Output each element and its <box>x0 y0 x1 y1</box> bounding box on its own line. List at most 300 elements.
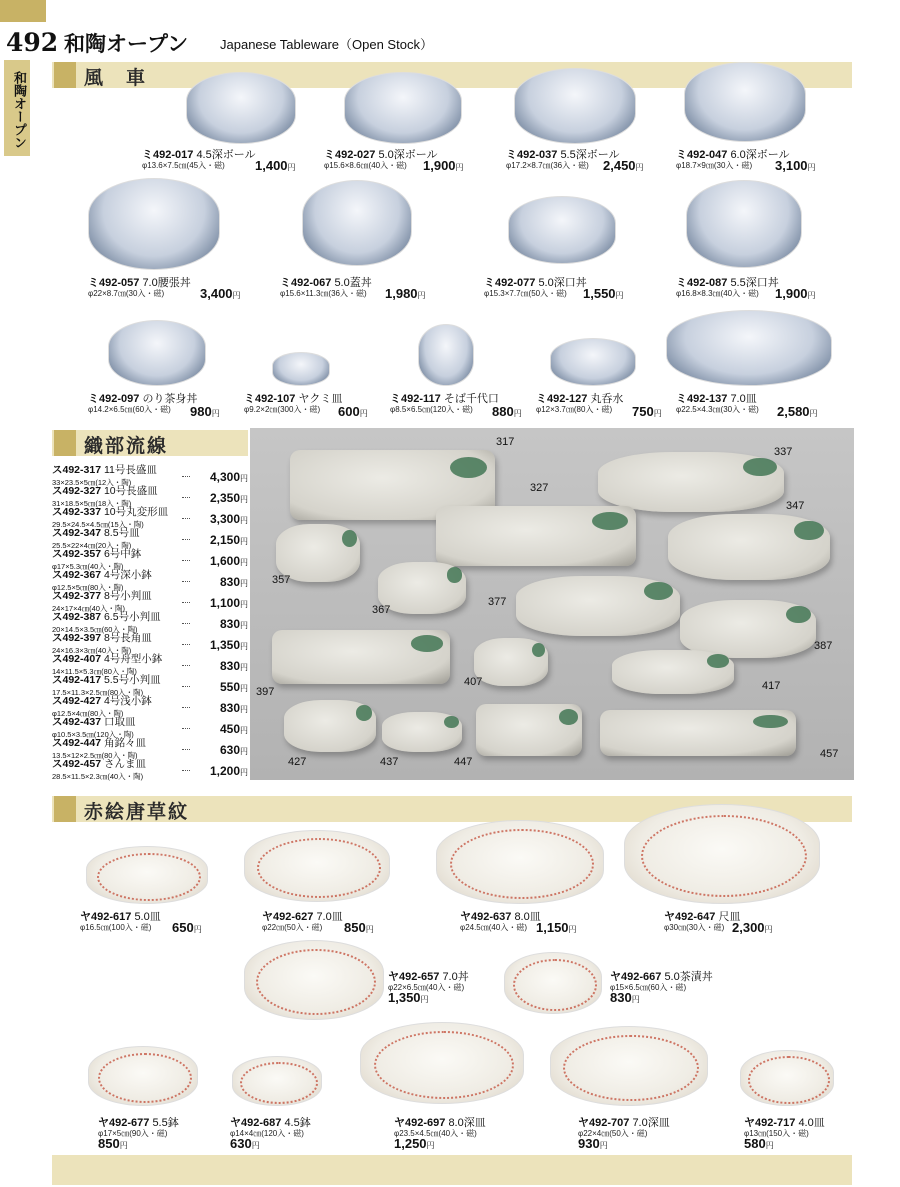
product-spec: 13.5×12×2.5㎝(80入・陶) <box>52 751 138 760</box>
product-name: 6号中鉢 <box>103 548 142 560</box>
product-price <box>172 920 202 935</box>
product-code-text: ス492-337 <box>52 506 102 518</box>
product-photo <box>186 72 296 144</box>
side-tab: 和陶オープン <box>4 60 30 156</box>
product-price-value: 1,900 <box>423 158 456 173</box>
section-marker-fusha <box>54 62 76 88</box>
product-price <box>578 1136 608 1151</box>
leader-dots <box>182 539 190 540</box>
product-price-value: 850 <box>98 1136 120 1151</box>
product-price <box>777 404 818 419</box>
product-price <box>338 404 368 419</box>
yen-unit: 円 <box>417 291 426 300</box>
product-code-text: ス492-347 <box>52 527 102 539</box>
product-price-value: 2,450 <box>603 158 636 173</box>
product-name: 8.0深皿 <box>448 1117 486 1129</box>
photo-label: 417 <box>762 680 781 692</box>
product-code-text: ミ492-107 <box>244 393 296 405</box>
product-name: 8号小判皿 <box>103 590 152 602</box>
page-title: 和陶オープン <box>64 31 189 56</box>
product-price-value: 880 <box>492 404 514 419</box>
table-row <box>52 693 248 718</box>
product-price-value: 2,350 <box>209 491 240 505</box>
photo-label: 317 <box>496 436 515 448</box>
product-photo <box>740 1050 834 1106</box>
dish-377 <box>516 576 680 636</box>
product-name: 4号舟型小鉢 <box>103 653 163 665</box>
product-price <box>210 512 248 526</box>
product-code-text: ス492-427 <box>52 695 102 707</box>
product-spec: 17.5×11.3×2.5㎝(80入・陶) <box>52 688 144 697</box>
table-row <box>52 756 248 781</box>
yen-unit: 円 <box>455 163 464 172</box>
product-price <box>423 158 464 173</box>
leader-dots <box>182 560 190 561</box>
product-spec: φ14.2×6.5㎝(60入・磁) <box>88 405 171 414</box>
table-row <box>52 735 248 760</box>
product-name: 11号長盛皿 <box>103 464 157 476</box>
product-spec: 29.5×24.5×4.5㎝(15入・陶) <box>52 520 144 529</box>
product-photo <box>666 310 832 386</box>
product-spec: φ18.7×9㎝(30入・磁) <box>676 161 753 170</box>
product-name: 5.5深ボール <box>560 149 620 161</box>
product-price-value: 830 <box>219 659 240 673</box>
product-code-text: ミ492-017 <box>142 149 194 161</box>
product-spec: φ14×4㎝(120入・磁) <box>230 1129 304 1138</box>
product-price-value: 1,250 <box>394 1136 427 1151</box>
yen-unit: 円 <box>240 621 248 630</box>
product-price <box>394 1136 435 1151</box>
section-title-fusha: 風 車 <box>84 67 148 89</box>
product-code-text: ミ492-077 <box>484 277 536 289</box>
product-spec: 14×11.5×5.3㎝(80入・陶) <box>52 667 137 676</box>
product-code-text: ミ492-027 <box>324 149 376 161</box>
product-name: 7.0腰張丼 <box>142 277 191 289</box>
yen-unit: 円 <box>764 925 773 934</box>
product-photo <box>436 820 604 904</box>
product-price-value: 2,150 <box>209 533 240 547</box>
leader-dots <box>182 497 190 498</box>
product-name: ヤクミ皿 <box>298 393 343 405</box>
product-code <box>52 735 248 750</box>
photo-label: 327 <box>530 482 549 494</box>
section-marker-akae <box>54 796 76 822</box>
product-price <box>210 554 248 568</box>
product-price <box>220 743 248 757</box>
yen-unit: 円 <box>420 995 429 1004</box>
product-price <box>344 920 374 935</box>
dish-417 <box>612 650 734 694</box>
product-name: 丸呑水 <box>590 393 624 405</box>
yen-unit: 円 <box>240 516 248 525</box>
product-photo <box>232 1056 322 1106</box>
product-code-text: ミ492-137 <box>676 393 728 405</box>
yen-unit: 円 <box>807 291 816 300</box>
photo-label: 367 <box>372 604 391 616</box>
product-name: そば千代口 <box>443 393 499 405</box>
product-price <box>210 764 248 778</box>
product-code <box>52 714 248 729</box>
product-code-text: ス492-447 <box>52 737 102 749</box>
product-code-text: ミ492-057 <box>88 277 140 289</box>
product-price-value: 1,400 <box>255 158 288 173</box>
yen-unit: 円 <box>251 1141 260 1150</box>
product-code-text: ス492-417 <box>52 674 102 686</box>
table-row <box>52 462 248 487</box>
product-name: 4号浅小鉢 <box>103 695 152 707</box>
product-price-value: 1,100 <box>209 596 240 610</box>
product-price-value: 580 <box>744 1136 766 1151</box>
leader-dots <box>182 623 190 624</box>
product-photo <box>624 804 820 904</box>
product-spec: φ24.5㎝(40入・磁) <box>460 923 527 932</box>
product-name: 5.0深ボール <box>378 149 438 161</box>
product-code <box>52 609 248 624</box>
product-price-value: 3,300 <box>209 512 240 526</box>
product-code <box>52 693 248 708</box>
yen-unit: 円 <box>240 663 248 672</box>
yen-unit: 円 <box>193 925 202 934</box>
product-name: 8.0皿 <box>514 911 541 923</box>
product-spec: φ13.6×7.5㎝(45入・磁) <box>142 161 225 170</box>
product-price-value: 1,900 <box>775 286 808 301</box>
yen-unit: 円 <box>240 537 248 546</box>
table-row <box>52 525 248 550</box>
product-name: 8号長角皿 <box>103 632 152 644</box>
product-photo <box>302 180 412 266</box>
photo-label: 447 <box>454 756 473 768</box>
product-code-text: ス492-357 <box>52 548 102 560</box>
product-price-value: 550 <box>219 680 240 694</box>
leader-dots <box>182 602 190 603</box>
product-name: 5.5鉢 <box>152 1117 179 1129</box>
product-name: 4.0皿 <box>798 1117 825 1129</box>
product-price-value: 450 <box>219 722 240 736</box>
product-spec: φ12×3.7㎝(80入・磁) <box>536 405 613 414</box>
table-row <box>52 504 248 529</box>
yen-unit: 円 <box>615 291 624 300</box>
product-name: 5.0皿 <box>134 911 161 923</box>
product-spec: φ16.5㎝(100入・磁) <box>80 923 152 932</box>
table-row <box>52 672 248 697</box>
product-photo <box>508 196 616 264</box>
photo-label: 337 <box>774 446 793 458</box>
product-price <box>200 286 241 301</box>
product-code-text: ヤ492-677 <box>98 1117 150 1129</box>
product-price <box>255 158 296 173</box>
product-price-value: 1,980 <box>385 286 418 301</box>
yen-unit: 円 <box>631 995 640 1004</box>
product-photo <box>86 846 208 904</box>
yen-unit: 円 <box>240 705 248 714</box>
leader-dots <box>182 770 190 771</box>
yen-unit: 円 <box>809 409 818 418</box>
product-price <box>220 722 248 736</box>
product-code <box>52 672 248 687</box>
product-photo <box>272 352 330 386</box>
section-title-akae: 赤絵唐草紋 <box>84 801 190 823</box>
product-price-value: 1,600 <box>209 554 240 568</box>
product-price-value: 830 <box>219 617 240 631</box>
product-spec: φ10.5×3.5㎝(120入・陶) <box>52 730 134 739</box>
product-price-value: 600 <box>338 404 360 419</box>
product-spec: 24×16.3×3㎝(40入・陶) <box>52 646 132 655</box>
product-name: 5.5深口丼 <box>730 277 779 289</box>
product-name: 7.0深皿 <box>632 1117 670 1129</box>
product-price-value: 830 <box>219 701 240 715</box>
product-code-text: ヤ492-637 <box>460 911 512 923</box>
product-spec: φ22㎝(50入・磁) <box>262 923 323 932</box>
dish-437 <box>382 712 462 752</box>
product-price-value: 1,150 <box>536 920 569 935</box>
corner-tab <box>0 0 46 22</box>
yen-unit: 円 <box>359 409 368 418</box>
product-price <box>220 575 248 589</box>
yen-unit: 円 <box>240 495 248 504</box>
page-number: 492 <box>6 28 59 57</box>
dish-387 <box>680 600 816 658</box>
product-price <box>775 158 816 173</box>
product-name: 尺皿 <box>718 911 741 923</box>
product-code-text: ス492-437 <box>52 716 102 728</box>
yen-unit: 円 <box>119 1141 128 1150</box>
product-spec: φ30㎝(30入・磁) <box>664 923 725 932</box>
product-price <box>210 470 248 484</box>
product-price <box>492 404 522 419</box>
product-photo <box>344 72 462 144</box>
product-spec: φ12.5×5㎝(80入・陶) <box>52 583 124 592</box>
product-spec: φ17×5㎝(90入・磁) <box>98 1129 168 1138</box>
photo-label: 347 <box>786 500 805 512</box>
photo-label: 457 <box>820 748 839 760</box>
product-spec: 24×17×4㎝(40入・陶) <box>52 604 125 613</box>
table-row <box>52 714 248 739</box>
table-row <box>52 630 248 655</box>
product-price-value: 830 <box>219 575 240 589</box>
section-title-oribe: 織部流線 <box>84 435 169 457</box>
yen-unit: 円 <box>287 163 296 172</box>
product-price-value: 3,100 <box>775 158 808 173</box>
product-photo <box>108 320 206 386</box>
yen-unit: 円 <box>240 768 248 777</box>
product-code-text: ミ492-087 <box>676 277 728 289</box>
product-spec: 33×23.5×5㎝(12入・陶) <box>52 478 132 487</box>
product-name: さんま皿 <box>103 758 146 770</box>
dish-347 <box>668 514 830 580</box>
photo-label: 357 <box>272 574 291 586</box>
product-price-value: 1,350 <box>388 990 421 1005</box>
product-spec: φ23.5×4.5㎝(40入・磁) <box>394 1129 477 1138</box>
yen-unit: 円 <box>513 409 522 418</box>
product-photo <box>684 62 806 142</box>
product-spec: φ8.5×6.5㎝(120入・磁) <box>390 405 473 414</box>
yen-unit: 円 <box>807 163 816 172</box>
product-code-text: ス492-407 <box>52 653 102 665</box>
photo-label: 377 <box>488 596 507 608</box>
yen-unit: 円 <box>240 726 248 735</box>
product-name: 7.0皿 <box>316 911 343 923</box>
page-subtitle: Japanese Tableware（Open Stock） <box>220 37 433 52</box>
product-photo <box>244 830 390 902</box>
yen-unit: 円 <box>599 1141 608 1150</box>
product-photo <box>244 940 384 1020</box>
product-price <box>385 286 426 301</box>
product-spec: 25.5×22×4㎝(20入・陶) <box>52 541 132 550</box>
product-spec: φ15.3×7.7㎝(50入・磁) <box>484 289 567 298</box>
product-name: 10号丸変形皿 <box>103 506 169 518</box>
table-row <box>52 483 248 508</box>
product-name: 口取皿 <box>103 716 136 728</box>
product-code-text: ス492-327 <box>52 485 102 497</box>
product-code-text: ス492-397 <box>52 632 102 644</box>
product-photo <box>686 180 802 268</box>
product-name: 4.5鉢 <box>284 1117 311 1129</box>
product-code-text: ヤ492-697 <box>394 1117 446 1129</box>
photo-label: 407 <box>464 676 483 688</box>
product-code-text: ヤ492-647 <box>664 911 716 923</box>
leader-dots <box>182 518 190 519</box>
product-price <box>388 990 429 1005</box>
yen-unit: 円 <box>240 642 248 651</box>
product-code-text: ス492-367 <box>52 569 102 581</box>
product-code-text: ミ492-127 <box>536 393 588 405</box>
product-code-text: ヤ492-717 <box>744 1117 796 1129</box>
product-photo <box>550 1026 708 1106</box>
product-spec: φ17.2×8.7㎝(36入・磁) <box>506 161 589 170</box>
product-price-value: 1,350 <box>209 638 240 652</box>
product-code-text: ミ492-067 <box>280 277 332 289</box>
product-price-value: 650 <box>172 920 194 935</box>
product-code-text: ミ492-037 <box>506 149 558 161</box>
product-spec: φ22×8.7㎝(30入・磁) <box>88 289 165 298</box>
product-code-text: ヤ492-687 <box>230 1117 282 1129</box>
product-photo <box>550 338 636 386</box>
product-name: 7.0丼 <box>442 971 469 983</box>
product-price <box>220 680 248 694</box>
table-row <box>52 546 248 571</box>
leader-dots <box>182 644 190 645</box>
product-photo <box>88 178 220 270</box>
product-code-text: ミ492-047 <box>676 149 728 161</box>
product-spec: 31×18.5×5㎝(18入・陶) <box>52 499 132 508</box>
product-price <box>536 920 577 935</box>
product-price <box>610 990 640 1005</box>
product-price <box>220 701 248 715</box>
product-price-value: 750 <box>632 404 654 419</box>
product-price-value: 630 <box>219 743 240 757</box>
product-price <box>220 617 248 631</box>
product-name: 8.5号皿 <box>103 527 140 539</box>
product-price <box>190 404 220 419</box>
yen-unit: 円 <box>240 747 248 756</box>
product-price <box>603 158 644 173</box>
leader-dots <box>182 686 190 687</box>
product-price <box>210 533 248 547</box>
product-price-value: 2,580 <box>777 404 810 419</box>
product-name: 角銘々皿 <box>103 737 146 749</box>
product-code <box>52 651 248 666</box>
product-price-value: 1,200 <box>209 764 240 778</box>
product-code-text: ヤ492-667 <box>610 971 662 983</box>
product-price-value: 850 <box>344 920 366 935</box>
product-spec: φ15×6.5㎝(60入・磁) <box>610 983 687 992</box>
yen-unit: 円 <box>211 409 220 418</box>
yen-unit: 円 <box>765 1141 774 1150</box>
photo-label: 397 <box>256 686 275 698</box>
table-row <box>52 651 248 676</box>
table-row <box>52 588 248 613</box>
product-price-value: 830 <box>610 990 632 1005</box>
product-spec: 20×14.5×3.5㎝(60入・陶) <box>52 625 138 634</box>
leader-dots <box>182 476 190 477</box>
product-price-value: 630 <box>230 1136 252 1151</box>
product-name: 4号深小鉢 <box>103 569 152 581</box>
product-code-text: ヤ492-657 <box>388 971 440 983</box>
product-price <box>230 1136 260 1151</box>
product-code-text: ヤ492-617 <box>80 911 132 923</box>
product-price-value: 930 <box>578 1136 600 1151</box>
yen-unit: 円 <box>426 1141 435 1150</box>
product-price <box>744 1136 774 1151</box>
section-marker-oribe <box>54 430 76 456</box>
product-name: 7.0皿 <box>730 393 757 405</box>
product-price-value: 3,400 <box>200 286 233 301</box>
oribe-product-photo <box>250 428 854 780</box>
product-price-value: 4,300 <box>209 470 240 484</box>
product-price-value: 2,300 <box>732 920 765 935</box>
product-name: 5.0蓋丼 <box>334 277 372 289</box>
product-price <box>220 659 248 673</box>
product-name: 4.5深ボール <box>196 149 256 161</box>
product-price-value: 1,550 <box>583 286 616 301</box>
product-code-text: ミ492-097 <box>88 393 140 405</box>
product-spec: φ9.2×2㎝(300入・磁) <box>244 405 321 414</box>
product-name: 10号長盛皿 <box>103 485 158 497</box>
yen-unit: 円 <box>568 925 577 934</box>
product-code-text: ヤ492-627 <box>262 911 314 923</box>
product-spec: 28.5×11.5×2.3㎝(40入・陶) <box>52 772 144 781</box>
product-price <box>632 404 662 419</box>
product-code-text: ミ492-117 <box>390 393 441 405</box>
yen-unit: 円 <box>635 163 644 172</box>
dish-407 <box>474 638 548 686</box>
product-name: 6.5号小判皿 <box>103 611 161 623</box>
product-name: 5.5号小判皿 <box>103 674 161 686</box>
product-name: 6.0深ボール <box>730 149 790 161</box>
product-spec: φ15.6×11.3㎝(36入・磁) <box>280 289 367 298</box>
photo-label: 427 <box>288 756 307 768</box>
product-photo <box>514 68 636 144</box>
product-code-text: ス492-317 <box>52 464 102 476</box>
product-price <box>583 286 624 301</box>
dish-337 <box>598 452 784 512</box>
product-spec: φ22.5×4.3㎝(30入・磁) <box>676 405 759 414</box>
footer-band <box>52 1155 852 1185</box>
product-name: 5.0深口丼 <box>538 277 587 289</box>
product-code-text: ヤ492-707 <box>578 1117 630 1129</box>
dish-367 <box>378 562 466 614</box>
leader-dots <box>182 581 190 582</box>
dish-457 <box>600 710 796 756</box>
product-price <box>775 286 816 301</box>
photo-label: 387 <box>814 640 833 652</box>
product-spec: φ16.8×8.3㎝(40入・磁) <box>676 289 759 298</box>
dish-397 <box>272 630 450 684</box>
yen-unit: 円 <box>240 474 248 483</box>
yen-unit: 円 <box>240 684 248 693</box>
product-code-text: ス492-387 <box>52 611 102 623</box>
yen-unit: 円 <box>240 579 248 588</box>
